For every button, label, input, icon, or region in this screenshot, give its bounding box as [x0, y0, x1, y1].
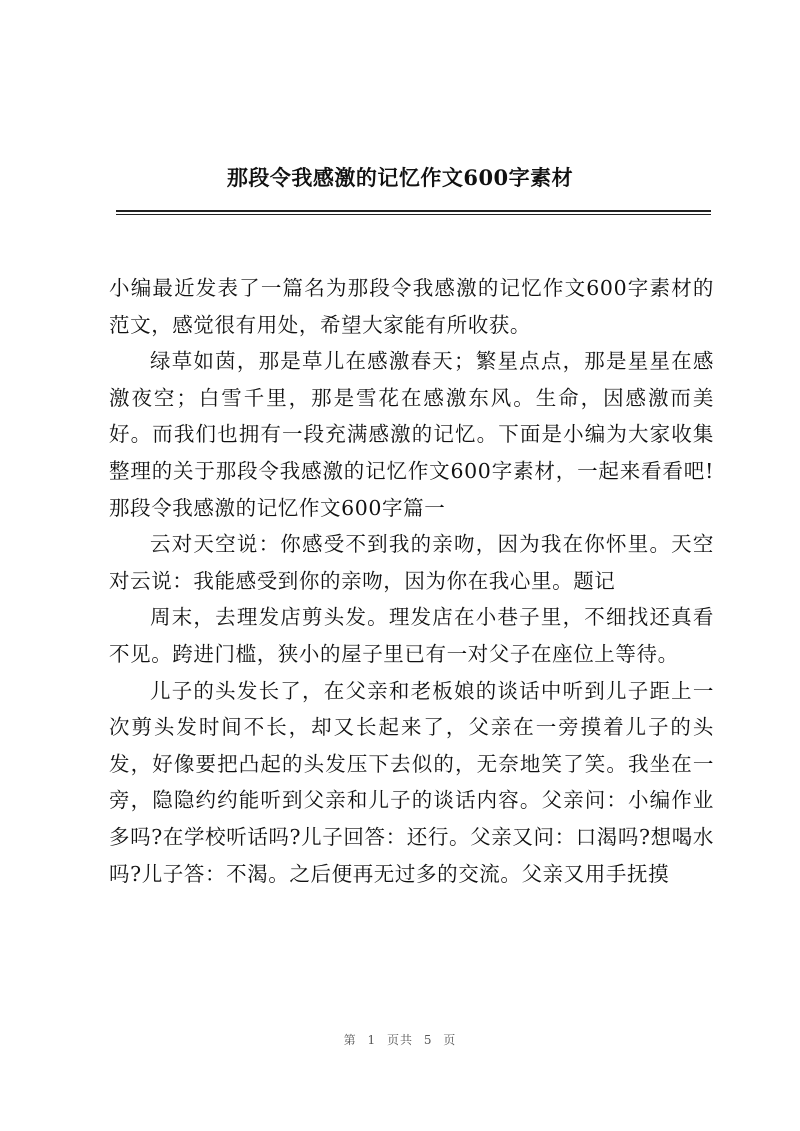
paragraph: 周末，去理发店剪头发。理发店在小巷子里，不细找还真看不见。跨进门槛，狭小的屋子里已有一对父子在座位上等待。	[109, 605, 714, 666]
footer-total-pages: 5	[423, 1033, 433, 1047]
title-rule-thin	[116, 214, 711, 215]
title-rule-thick	[116, 210, 711, 212]
document-body	[109, 270, 714, 892]
paragraph: 云对天空说：你感受不到我的亲吻，因为我在你怀里。天空对云说：我能感受到你的亲吻，因为你在我心里。题记	[109, 532, 714, 593]
footer-label-pages: 页	[443, 1033, 457, 1047]
paragraph: 绿草如茵，那是草儿在感激春天；繁星点点，那是星星在感激夜空；白雪千里，那是雪花在感激东风。生命，因感激而美好。而我们也拥有一段充满感激的记忆。下面是小编为大家收集整理的关于那段令我感激的记忆作文600字素材，一起来看看吧!那段令我感激的记忆作文600字篇一	[109, 349, 714, 520]
footer-current-page: 1	[367, 1033, 377, 1047]
document-title: 那段令我感激的记忆作文600字素材	[226, 165, 574, 190]
footer-label-page: 第	[343, 1033, 357, 1047]
paragraph-intro: 小编最近发表了一篇名为那段令我感激的记忆作文600字素材的范文，感觉很有用处，希望大家能有所收获。	[109, 276, 714, 337]
page-footer	[0, 1032, 800, 1048]
footer-label-of: 页共	[386, 1033, 413, 1047]
paragraph: 儿子的头发长了，在父亲和老板娘的谈话中听到儿子距上一次剪头发时间不长，却又长起来了，父亲在一旁摸着儿子的头发，好像要把凸起的头发压下去似的，无奈地笑了笑。我坐在一旁，隐隐约约能听到父亲和儿子的谈话内容。父亲问：小编作业多吗?在学校听话吗?儿子回答：还行。父亲又问：口渴吗?想喝水吗?儿子答：不渴。之后便再无过多的交流。父亲又用手抚摸	[109, 678, 714, 886]
